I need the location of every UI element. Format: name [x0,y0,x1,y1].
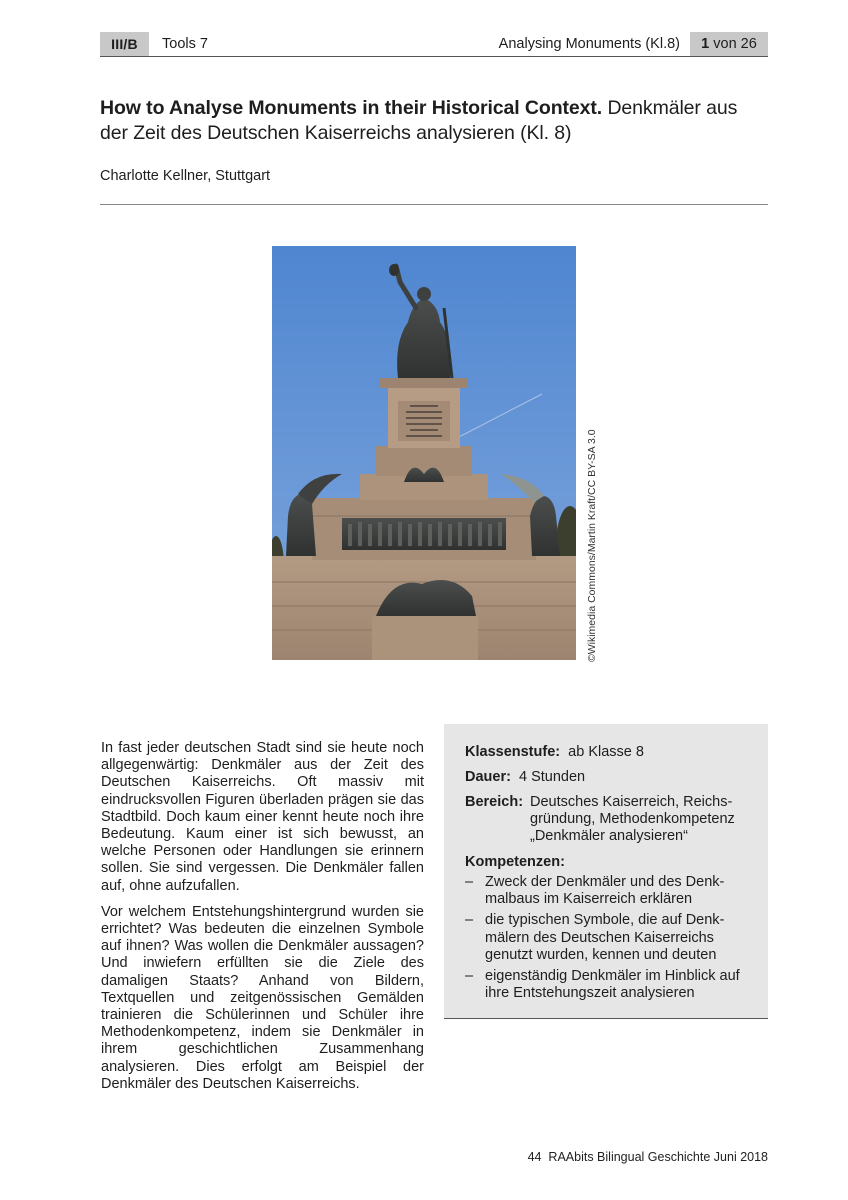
page-total: von 26 [709,36,757,52]
page-current: 1 [701,36,710,52]
intro-paragraph: Vor welchem Entstehungshintergrund wurden sie errichtet? Was bedeuten die einzelnen Symbole auf ihnen? Was wollen die Denkmäler aussagen? Und inwiefern erfüllten sie die Ziele des damaligen Staats? Anhand von Bildern, Textquellen und zeitgenössischen Gemälden trainieren die Schülerinnen und Schüler ihre Methodenkompetenz, indem sie Denkmäler in ihrem geschichtlichen Zusammenhang analysieren. Dies erfolgt am Beispiel der Denkmäler des Deutschen Kaiserreichs. [101,903,424,1092]
kompetenz-text: die typischen Symbole, die auf Denkmälern des Deutschen Kaiserreichs genutzt wurden, kennen und deuten [485,912,725,963]
dauer-value: 4 Stunden [519,769,586,785]
inscription-plaque [398,401,450,441]
series-label: Tools 7 [162,36,208,52]
klassenstufe-row [465,744,644,761]
klassenstufe-value: ab Klasse 8 [568,744,644,760]
kompetenz-text: Zweck der Denkmäler und des Denkmalbaus im Kaiserreich erklären [485,874,725,908]
imperial-crown [389,264,399,276]
kompetenz-item [465,912,761,964]
kompetenz-item [465,874,761,908]
page-header [100,32,768,57]
dauer-label: Dauer: [465,769,511,785]
image-credit: ©Wikimedia Commons/Martin Kraft/CC BY-SA 3.0 [586,429,598,662]
dash-bullet-icon: – [465,874,474,890]
page-indicator [690,32,768,56]
title-divider [100,204,768,205]
lesson-info-box [444,724,768,1019]
title-german: Denkmäler aus der Zeit des Deutschen Kaiserreichs analysieren (Kl. 8) [100,97,738,144]
pedestal-cornice [380,378,468,388]
section-badge: III/B [100,32,149,56]
page-title [100,96,770,146]
page-footer: 44 RAAbits Bilingual Geschichte Juni 2018 [527,1150,768,1164]
document-short-title: Analysing Monuments (Kl.8) [498,36,680,52]
dash-bullet-icon: – [465,912,474,929]
bereich-label: Bereich: [465,794,524,810]
kompetenzen-label: Kompetenzen: [465,854,565,870]
author: Charlotte Kellner, Stuttgart [100,168,271,184]
germania-raised-arm [396,266,416,308]
kompetenz-text: eigenständig Denkmäler im Hinblick auf ihre Entstehungszeit analysieren [485,968,740,1002]
monument-illustration [272,246,576,660]
kompetenz-item [465,968,761,1002]
klassenstufe-label: Klassenstufe: [465,744,561,760]
dauer-row [465,769,585,786]
intro-paragraph: In fast jeder deutschen Stadt sind sie heute noch allgegenwärtig: Denkmäler aus der Zeit des Deutschen Kaiserreichs. Oft massiv mit eindrucksvollen Figuren überladen prägen sie das Stadtbild. Doch kaum einer kennt heute noch ihre Bedeutung. Kaum einer ist sich bewusst, an welche Personen oder Handlungen sie erinnern sollen. Sie sind vergessen. Die Denkmäler fallen auf, ohne aufzufallen. [101,740,424,894]
germania-head [417,287,431,301]
bereich-value: Deutsches Kaiserreich, Reichsgründung, Methodenkompetenz „Denkmäler analysieren“ [530,794,735,845]
peace-statue-wings [500,474,544,502]
lower-pedestal [372,616,478,660]
intro-text [101,740,424,1102]
title-english: How to Analyse Monuments in their Historical Context. [100,97,603,119]
kompetenzen-list [465,874,761,1006]
peace-statue [530,496,560,556]
monument-photo [272,246,576,660]
monument-step [376,446,472,476]
dash-bullet-icon: – [465,968,474,985]
